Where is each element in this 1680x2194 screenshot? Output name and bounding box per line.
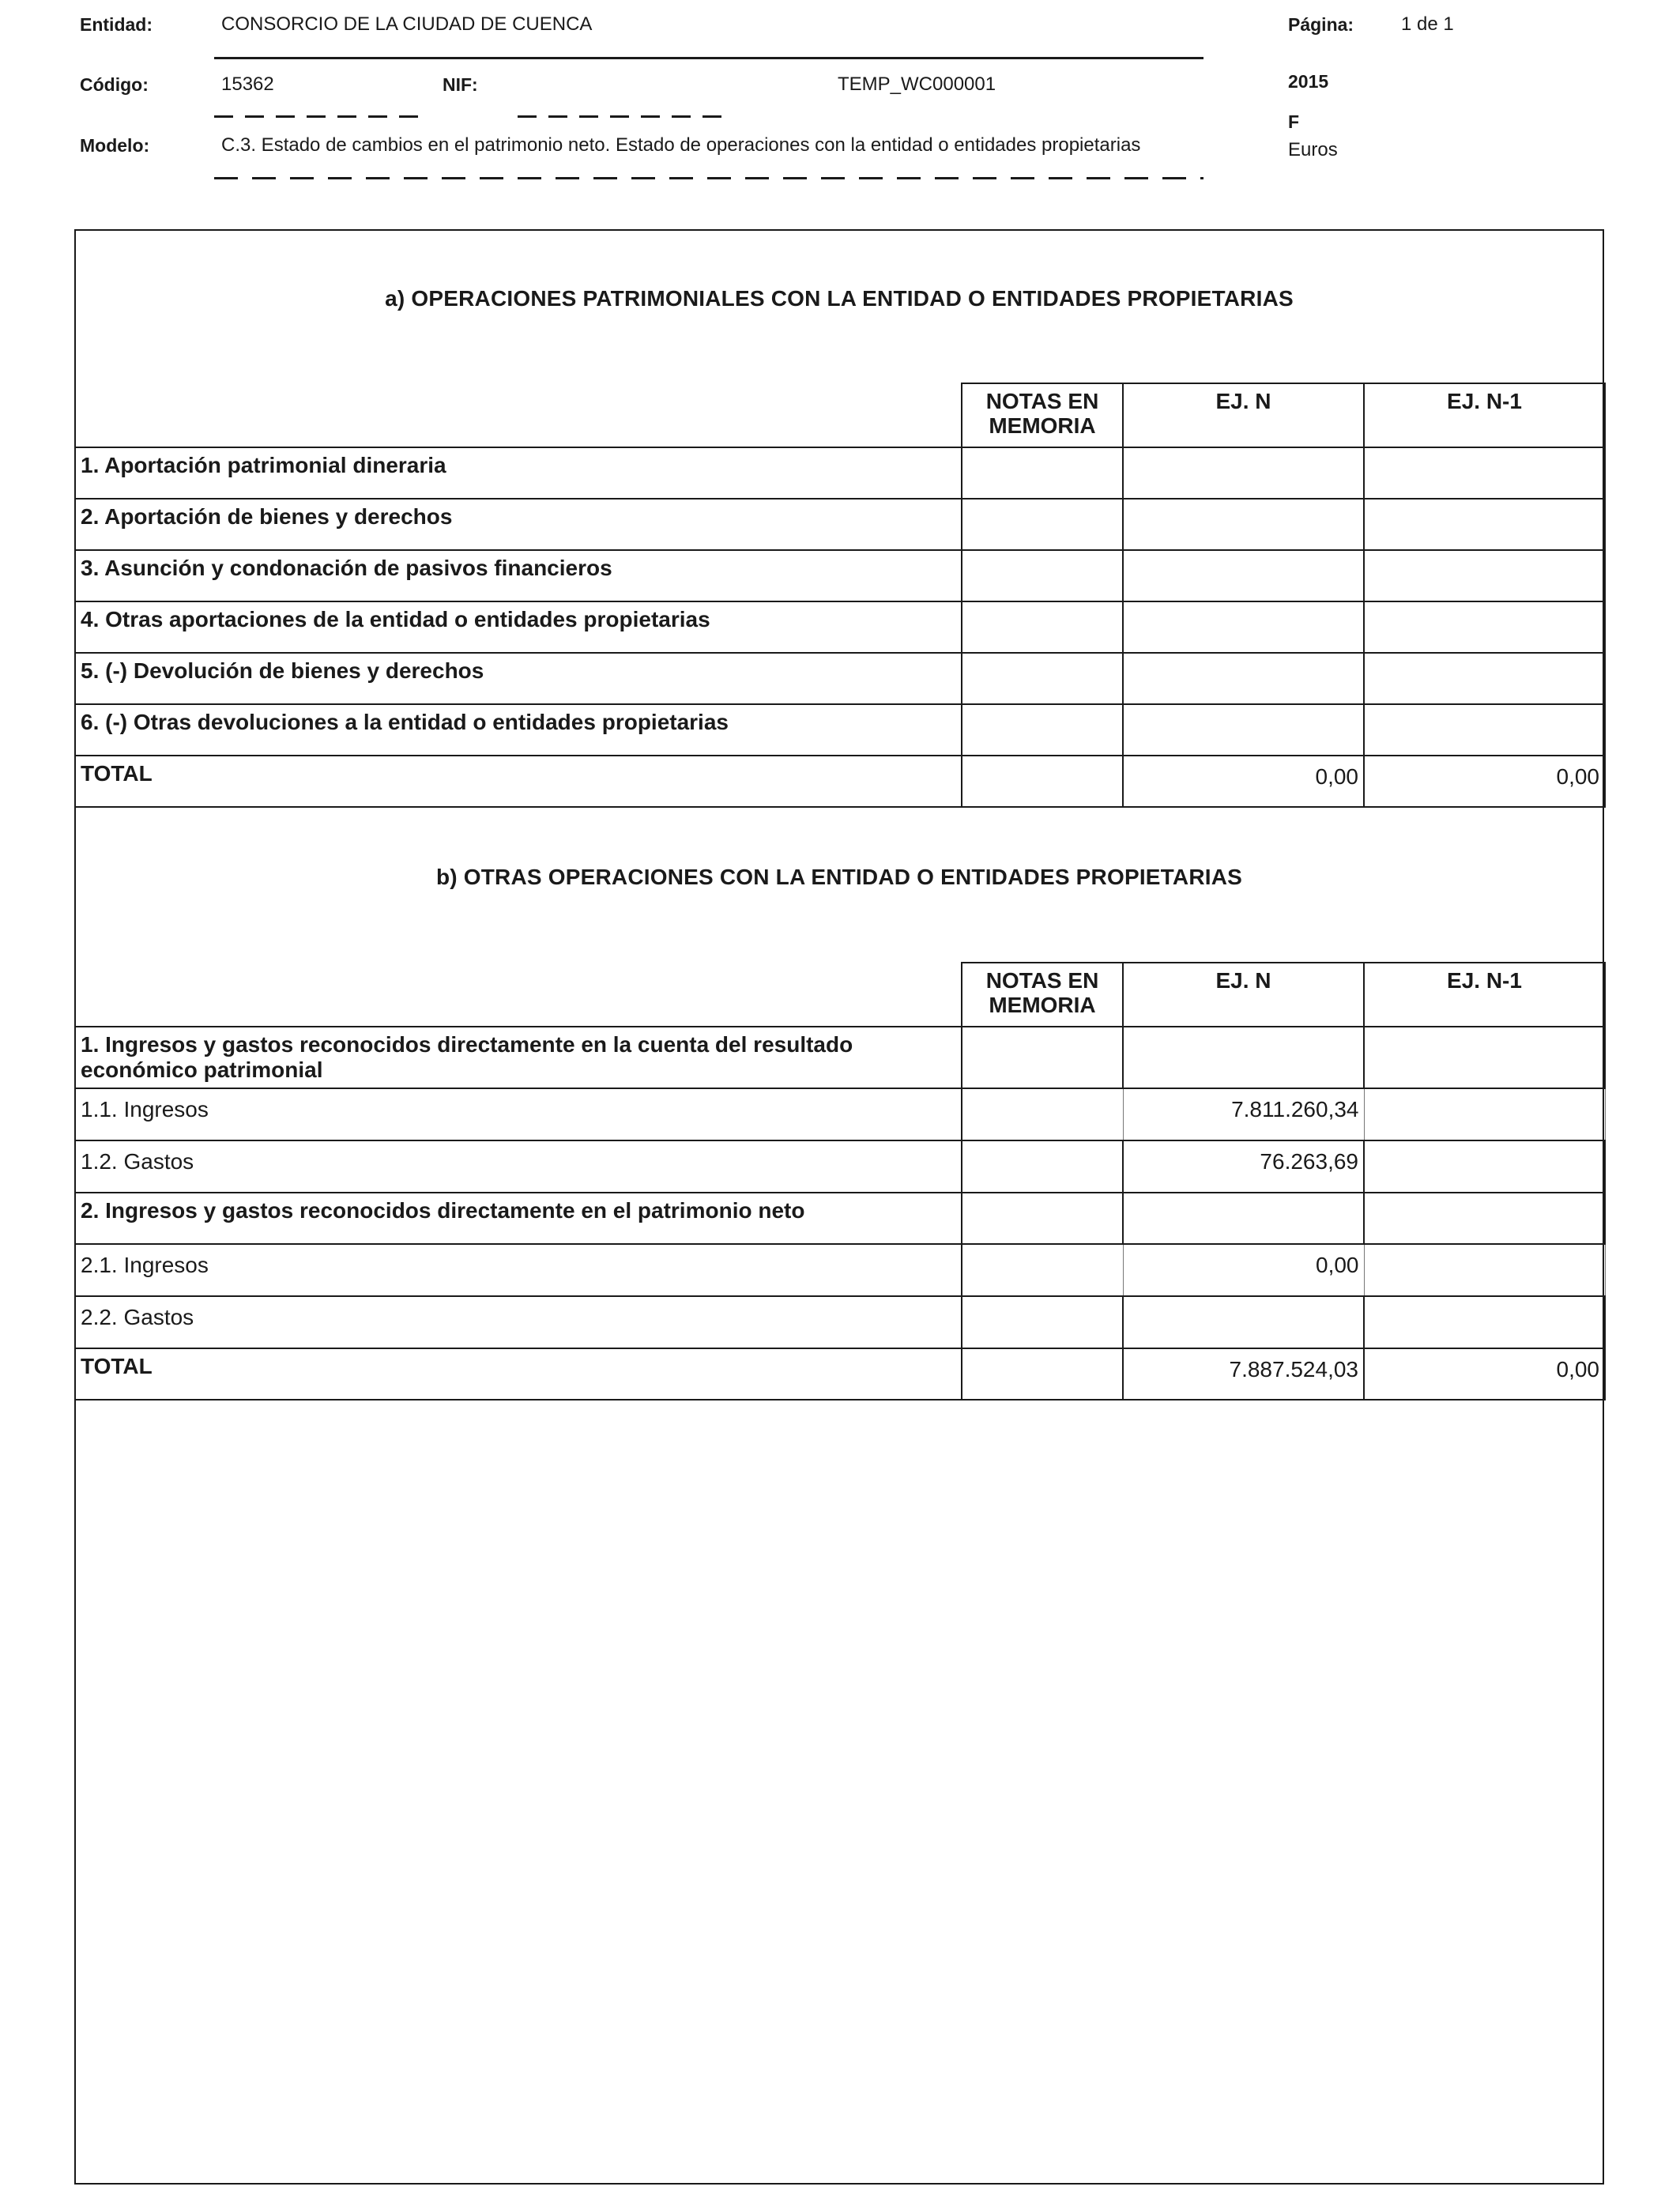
section-b-table: [74, 962, 1606, 1400]
notas-cell: [962, 1088, 1123, 1140]
modelo-label: Modelo:: [80, 135, 150, 156]
ejn-cell: [1123, 1193, 1364, 1244]
total-ejn1: 0,00: [1364, 1348, 1605, 1400]
total-ejn: 7.887.524,03: [1123, 1348, 1364, 1400]
ejn-cell: 7.811.260,34: [1123, 1088, 1364, 1140]
modelo-underline: [214, 177, 1203, 179]
section-a-title: a) OPERACIONES PATRIMONIALES CON LA ENTIDAD O ENTIDADES PROPIETARIAS: [385, 286, 1294, 311]
notas-cell: [962, 499, 1123, 550]
ejn1-cell: [1364, 653, 1605, 704]
notas-cell: [962, 1027, 1123, 1088]
entidad-underline: [214, 57, 1203, 59]
entidad-value: CONSORCIO DE LA CIUDAD DE CUENCA: [221, 13, 593, 35]
section-b-title: b) OTRAS OPERACIONES CON LA ENTIDAD O ENTIDADES PROPIETARIAS: [435, 865, 1243, 889]
modelo-value: C.3. Estado de cambios en el patrimonio neto. Estado de operaciones con la entidad o entidades propietarias: [221, 134, 1141, 156]
row-label: 2. Aportación de bienes y derechos: [75, 499, 962, 550]
entidad-label: Entidad:: [80, 14, 153, 35]
ejn1-cell: [1364, 499, 1605, 550]
ejn1-cell: [1364, 1244, 1605, 1296]
notas-cell: [962, 1193, 1123, 1244]
table-row: [75, 1088, 1605, 1140]
ejn1-cell: [1364, 704, 1605, 756]
ejn-cell: [1123, 653, 1364, 704]
table-row: [75, 499, 1605, 550]
col-ejn1-header: EJ. N-1: [1364, 383, 1605, 447]
row-label: 6. (-) Otras devoluciones a la entidad o entidades propietarias: [75, 704, 962, 756]
col-notas-header: NOTAS EN MEMORIA: [962, 963, 1123, 1027]
nif-value: TEMP_WC000001: [838, 74, 996, 95]
ejn-cell: [1123, 1296, 1364, 1348]
row-label: 1. Ingresos y gastos reconocidos directamente en la cuenta del resultado económico patrimonial: [75, 1027, 962, 1088]
ejn-cell: [1123, 704, 1364, 756]
row-label: 5. (-) Devolución de bienes y derechos: [75, 653, 962, 704]
codigo-value: 15362: [221, 74, 274, 95]
row-label: 1.1. Ingresos: [75, 1088, 962, 1140]
section-a-table: [74, 383, 1606, 808]
year-value: 2015: [1288, 71, 1329, 92]
row-label: 1.2. Gastos: [75, 1140, 962, 1193]
nif-label: NIF:: [443, 74, 478, 95]
col-notas-header: NOTAS EN MEMORIA: [962, 383, 1123, 447]
notas-cell: [962, 601, 1123, 653]
ejn-cell: 76.263,69: [1123, 1140, 1364, 1193]
total-ejn1: 0,00: [1364, 756, 1605, 807]
notas-cell: [962, 1348, 1123, 1400]
ejn1-cell: [1364, 447, 1605, 499]
row-label: 2.2. Gastos: [75, 1296, 962, 1348]
row-label: 2. Ingresos y gastos reconocidos directamente en el patrimonio neto: [75, 1193, 962, 1244]
row-label: 2.1. Ingresos: [75, 1244, 962, 1296]
notas-cell: [962, 756, 1123, 807]
row-label: 3. Asunción y condonación de pasivos financieros: [75, 550, 962, 601]
total-row: [75, 1348, 1605, 1400]
ejn-cell: [1123, 1027, 1364, 1088]
ejn1-cell: [1364, 1088, 1605, 1140]
header-blank: [75, 963, 962, 1027]
ejn1-cell: [1364, 601, 1605, 653]
pagina-value: 1 de 1: [1401, 13, 1454, 35]
total-label: TOTAL: [75, 1348, 962, 1400]
table-row: [75, 1244, 1605, 1296]
row-label: 4. Otras aportaciones de la entidad o entidades propietarias: [75, 601, 962, 653]
ejn1-cell: [1364, 1027, 1605, 1088]
table-row: [75, 550, 1605, 601]
table-row: [75, 1193, 1605, 1244]
header-blank: [75, 383, 962, 447]
type-code: F: [1288, 111, 1300, 132]
total-label: TOTAL: [75, 756, 962, 807]
total-ejn: 0,00: [1123, 756, 1364, 807]
ejn-cell: [1123, 601, 1364, 653]
ejn1-cell: [1364, 1296, 1605, 1348]
total-row: [75, 756, 1605, 807]
ejn-cell: [1123, 447, 1364, 499]
table-row: [75, 704, 1605, 756]
ejn-cell: [1123, 499, 1364, 550]
table-row: [75, 447, 1605, 499]
row-label: 1. Aportación patrimonial dineraria: [75, 447, 962, 499]
notas-cell: [962, 653, 1123, 704]
col-ejn-header: EJ. N: [1123, 383, 1364, 447]
table-row: [75, 1140, 1605, 1193]
table-row: [75, 653, 1605, 704]
table-row: [75, 601, 1605, 653]
notas-cell: [962, 1296, 1123, 1348]
notas-cell: [962, 447, 1123, 499]
codigo-label: Código:: [80, 74, 149, 95]
notas-cell: [962, 1244, 1123, 1296]
codigo-underline: [214, 115, 418, 118]
ejn-cell: [1123, 550, 1364, 601]
col-ejn-header: EJ. N: [1123, 963, 1364, 1027]
ejn-cell: 0,00: [1123, 1244, 1364, 1296]
notas-cell: [962, 1140, 1123, 1193]
pagina-label: Página:: [1288, 14, 1354, 35]
ejn1-cell: [1364, 1140, 1605, 1193]
ejn1-cell: [1364, 550, 1605, 601]
table-row: [75, 1027, 1605, 1088]
notas-cell: [962, 550, 1123, 601]
table-row: [75, 1296, 1605, 1348]
nif-underline: [518, 115, 721, 118]
currency-value: Euros: [1288, 139, 1338, 160]
col-ejn1-header: EJ. N-1: [1364, 963, 1605, 1027]
ejn1-cell: [1364, 1193, 1605, 1244]
notas-cell: [962, 704, 1123, 756]
